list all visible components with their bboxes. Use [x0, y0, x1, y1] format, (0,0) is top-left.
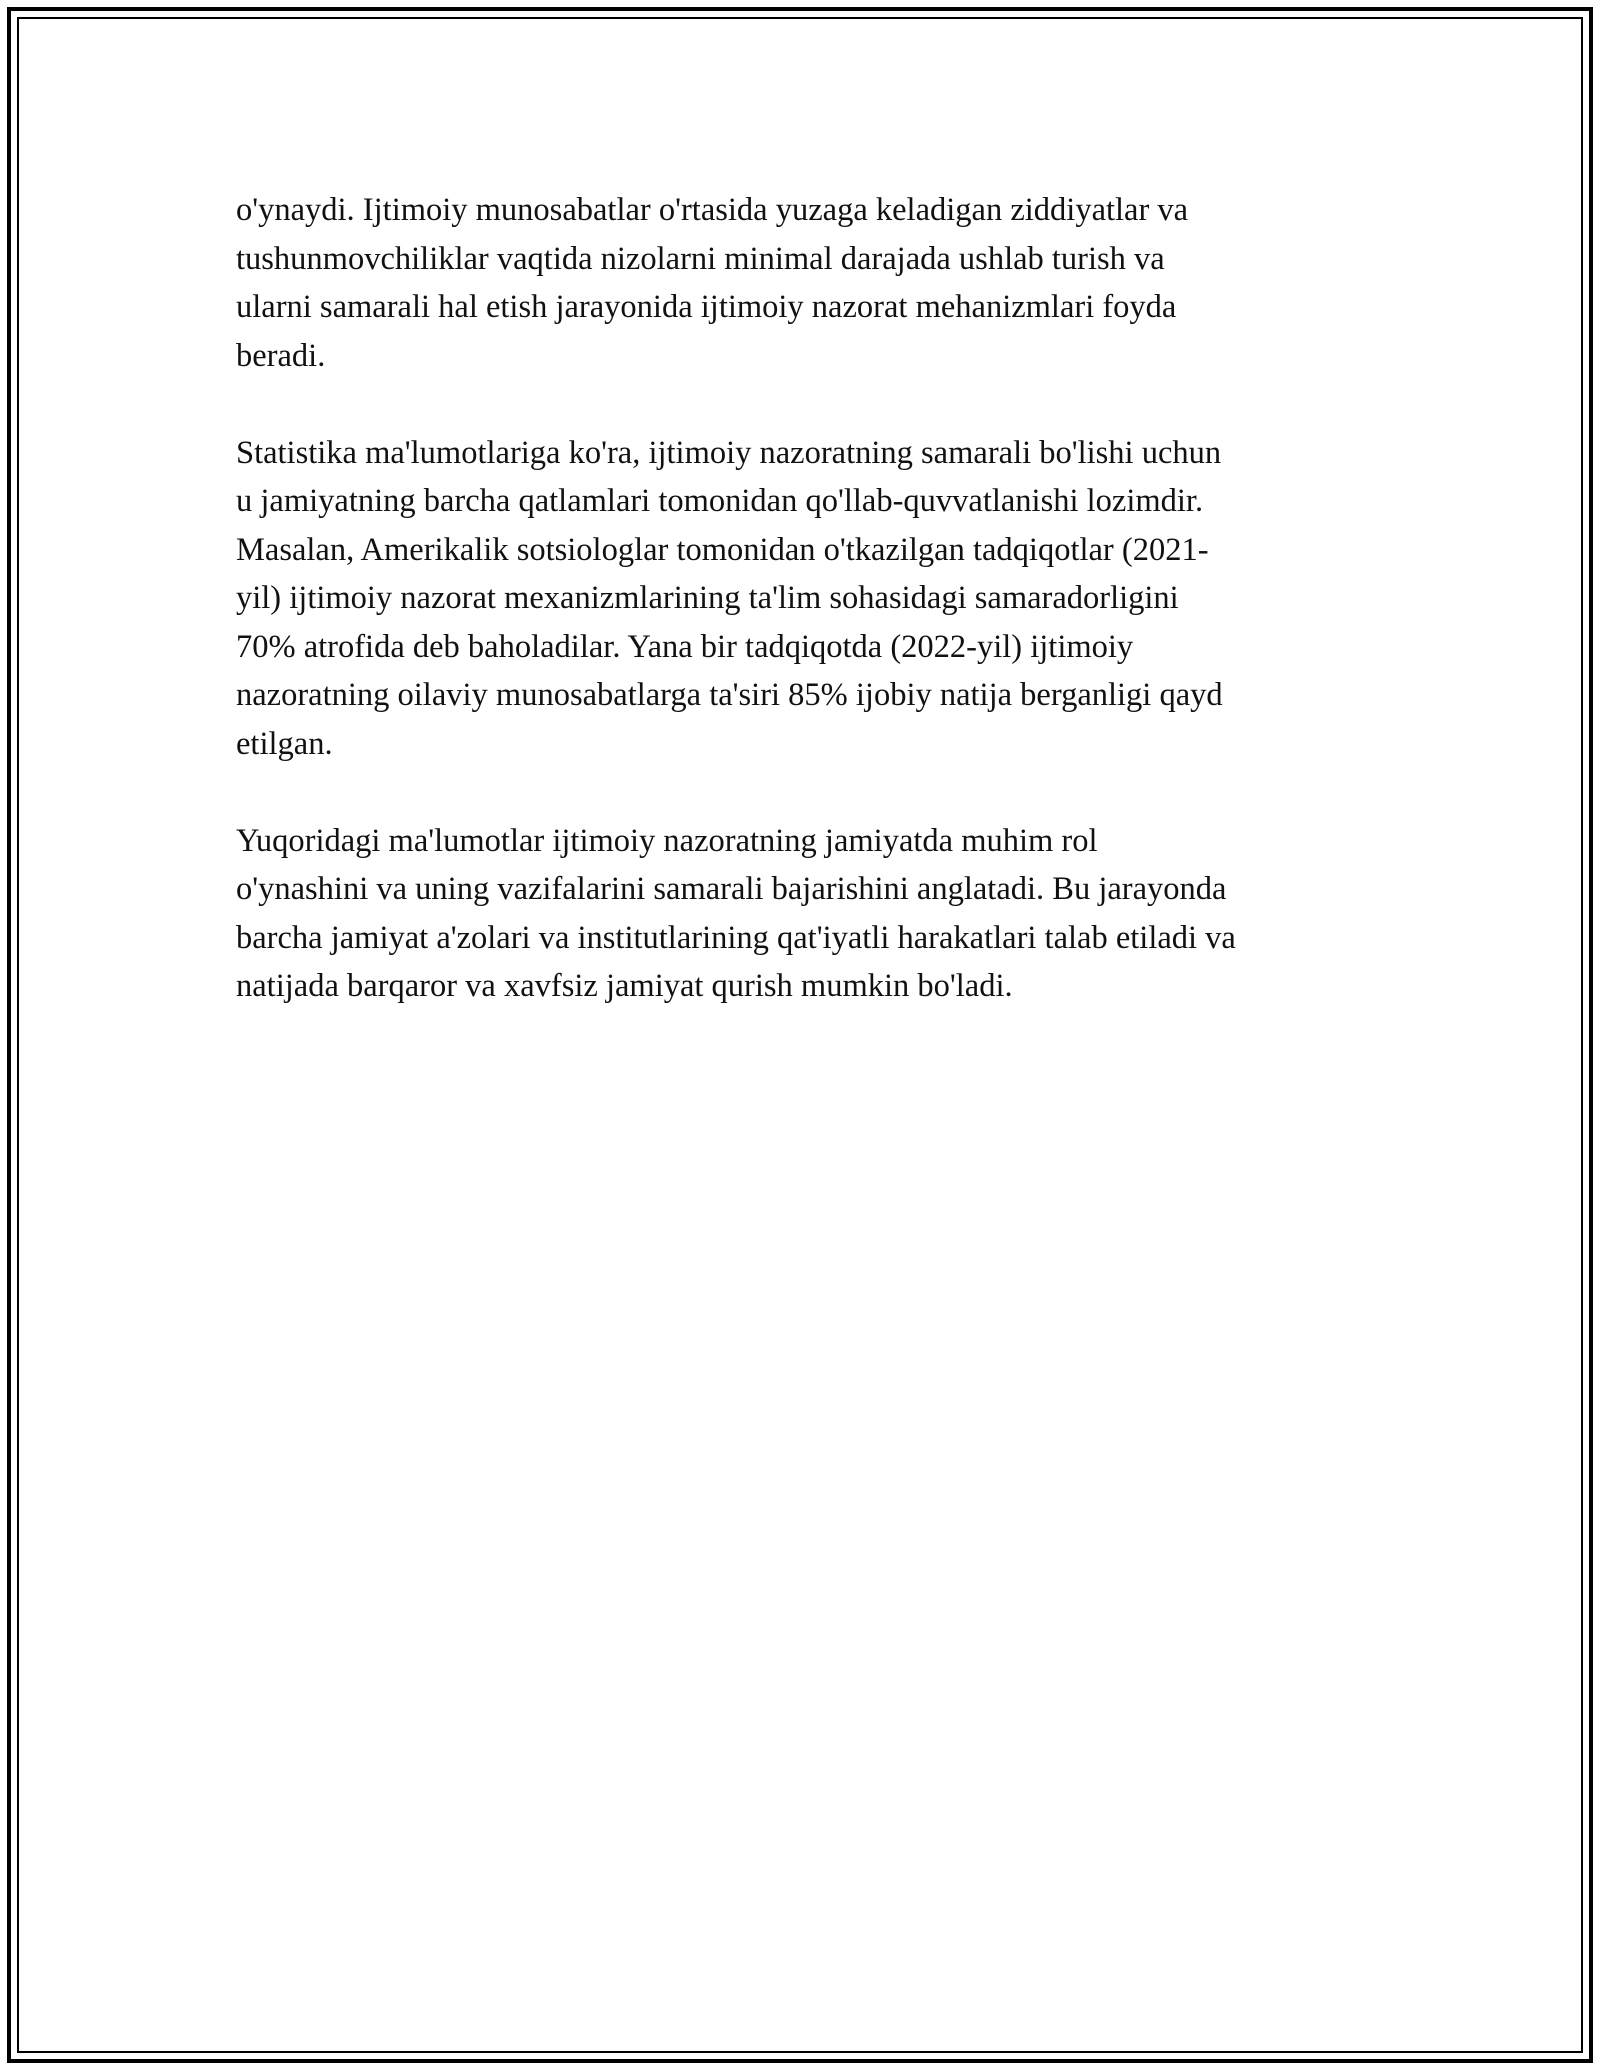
text-line: u jamiyatning barcha qatlamlari tomonidan qo'llab-quvvatlanishi lozimdir.	[236, 483, 1204, 519]
text-line: barcha jamiyat a'zolari va institutlarining qat'iyatli harakatlari talab etiladi va	[236, 919, 1236, 956]
text-line: Yuqoridagi ma'lumotlar ijtimoiy nazoratning jamiyatda muhim rol	[236, 822, 1098, 859]
text-line: natijada barqaror va xavfsiz jamiyat qurish mumkin bo'ladi.	[236, 968, 1013, 1004]
paragraph-2	[236, 429, 1386, 769]
paragraph-3	[236, 817, 1386, 1011]
text-line: o'ynaydi. Ijtimoiy munosabatlar o'rtasida yuzaga keladigan ziddiyatlar va	[236, 192, 1189, 228]
text-line: Masalan, Amerikalik sotsiologlar tomonidan o'tkazilgan tadqiqotlar (2021-	[236, 531, 1209, 568]
paragraph-1	[236, 186, 1386, 380]
text-line: beradi.	[236, 337, 326, 374]
text-line: 70% atrofida deb baholadilar. Yana bir tadqiqotda (2022-yil) ijtimoiy	[236, 628, 1134, 665]
text-line: o'ynashini va uning vazifalarini samarali bajarishini anglatadi. Bu jarayonda	[236, 871, 1227, 907]
text-line: tushunmovchiliklar vaqtida nizolarni minimal darajada ushlab turish va	[236, 240, 1165, 277]
text-line: Statistika ma'lumotlariga ko'ra, ijtimoiy nazoratning samarali bo'lishi uchun	[236, 434, 1222, 471]
text-line: ularni samarali hal etish jarayonida ijtimoiy nazorat mehanizmlari foyda	[236, 289, 1177, 325]
document-body	[236, 186, 1386, 1059]
text-line: nazoratning oilaviy munosabatlarga ta'siri 85% ijobiy natija berganligi qayd	[236, 677, 1223, 713]
text-line: etilgan.	[236, 725, 333, 762]
text-line: yil) ijtimoiy nazorat mexanizmlarining ta'lim sohasidagi samaradorligini	[236, 580, 1179, 616]
